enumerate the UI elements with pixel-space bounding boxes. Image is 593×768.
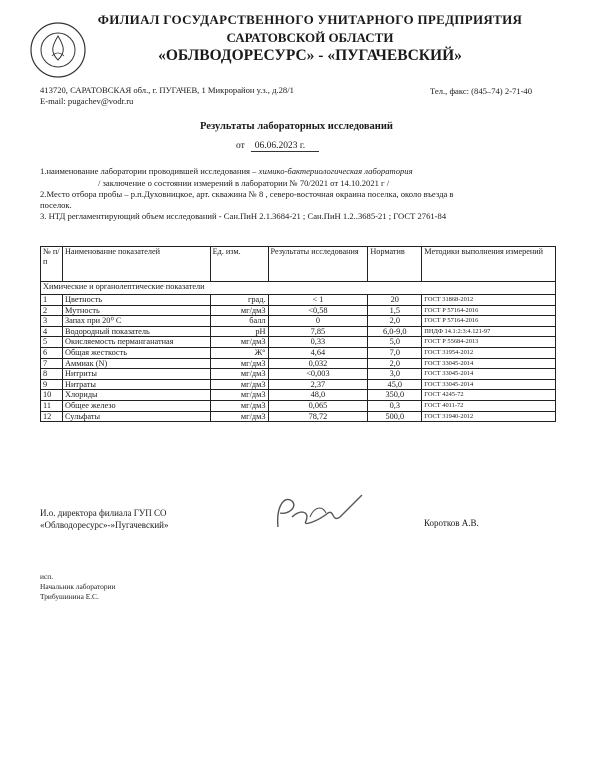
executor-name: Трибушинина Е.С. — [40, 592, 99, 601]
executor-label: исп. — [40, 572, 54, 581]
cell-unit: мг/дм3 — [210, 305, 268, 316]
table-row — [41, 305, 556, 316]
signer-title-line-1: И.о. директора филиала ГУП СО — [40, 508, 167, 518]
cell-result: 7,85 — [268, 326, 368, 337]
cell-norm: 7,0 — [368, 347, 422, 358]
cell-result: 0,065 — [268, 400, 368, 411]
table-row — [41, 295, 556, 306]
cell-num: 11 — [41, 400, 63, 411]
signer-title — [40, 507, 168, 531]
cell-unit: мг/дм3 — [210, 358, 268, 369]
cell-unit: мг/дм3 — [210, 337, 268, 348]
cell-method: ГОСТ 31940-2012 — [422, 411, 556, 422]
cell-num: 7 — [41, 358, 63, 369]
header-line-3: «ОБЛВОДОРЕСУРС» - «ПУГАЧЕВСКИЙ» — [158, 47, 462, 64]
cell-num: 10 — [41, 390, 63, 401]
executor-position: Начальник лаборатории — [40, 582, 116, 591]
table-row — [41, 411, 556, 422]
cell-num: 9 — [41, 379, 63, 390]
cell-method: ГОСТ Р 57164-2016 — [422, 316, 556, 327]
table-row — [41, 347, 556, 358]
cell-norm: 2,0 — [368, 316, 422, 327]
col-num: № п/ п — [41, 247, 63, 282]
col-method: Методики выполнения измерений — [422, 247, 556, 282]
table-row — [41, 337, 556, 348]
signer-title-line-2: «Облводоресурс»-»Пугачевский» — [40, 520, 169, 530]
cell-method: ГОСТ Р 55684-2013 — [422, 337, 556, 348]
cell-name: Нитраты — [62, 379, 210, 390]
document-title: Результаты лабораторных исследований — [200, 121, 393, 132]
cell-method: ГОСТ 33045-2014 — [422, 358, 556, 369]
signer-name: Коротков А.В. — [424, 518, 479, 528]
cell-method: ГОСТ 31868-2012 — [422, 295, 556, 306]
cell-unit: мг/дм3 — [210, 369, 268, 380]
cell-unit: балл — [210, 316, 268, 327]
item-1-label: 1.наименование лаборатории проводившей исследования – — [40, 166, 257, 176]
cell-result: 4,64 — [268, 347, 368, 358]
cell-name: Мутность — [62, 305, 210, 316]
cell-method: ГОСТ Р 57164-2016 — [422, 305, 556, 316]
table-header-row — [41, 247, 556, 282]
email: E-mail: pugachev@vodr.ru — [40, 96, 134, 106]
cell-norm: 2,0 — [368, 358, 422, 369]
cell-method: ГОСТ 4011-72 — [422, 400, 556, 411]
cell-num: 3 — [41, 316, 63, 327]
cell-result: <0,003 — [268, 369, 368, 380]
cell-norm: 45,0 — [368, 379, 422, 390]
date-prefix: от — [236, 141, 245, 151]
item-1-value: химико-бактериологическая лаборатория — [258, 166, 413, 176]
table-row — [41, 369, 556, 380]
cell-norm: 1,5 — [368, 305, 422, 316]
cell-name: Окисляемость перманганатная — [62, 337, 210, 348]
header-line-2: САРАТОВСКОЙ ОБЛАСТИ — [226, 30, 394, 45]
cell-unit: мг/дм3 — [210, 379, 268, 390]
cell-name: Аммиак (N) — [62, 358, 210, 369]
cell-unit: pH — [210, 326, 268, 337]
cell-method: ГОСТ 33045-2014 — [422, 369, 556, 380]
cell-norm: 0,3 — [368, 400, 422, 411]
cell-method: ГОСТ 31954-2012 — [422, 347, 556, 358]
table-row — [41, 326, 556, 337]
cell-name: Нитриты — [62, 369, 210, 380]
col-norm: Норматив — [368, 247, 422, 282]
col-unit: Ед. изм. — [210, 247, 268, 282]
cell-norm: 350,0 — [368, 390, 422, 401]
executor-block — [40, 572, 115, 602]
item-1 — [40, 166, 560, 177]
cell-method: ГОСТ 33045-2014 — [422, 379, 556, 390]
cell-result: 48,0 — [268, 390, 368, 401]
document-date — [236, 141, 319, 152]
cell-norm: 20 — [368, 295, 422, 306]
cell-result: 0 — [268, 316, 368, 327]
address-block — [40, 85, 294, 107]
cell-num: 1 — [41, 295, 63, 306]
cell-num: 4 — [41, 326, 63, 337]
cell-unit: мг/дм3 — [210, 400, 268, 411]
cell-result: < 1 — [268, 295, 368, 306]
handwritten-signature — [270, 487, 370, 537]
cell-result: 2,37 — [268, 379, 368, 390]
phone: Тел., факс: (845–74) 2-71-40 — [430, 86, 533, 96]
cell-unit: мг/дм3 — [210, 390, 268, 401]
cell-name: Общая жесткость — [62, 347, 210, 358]
item-2-cont: поселок. — [40, 200, 72, 210]
cell-norm: 3,0 — [368, 369, 422, 380]
cell-unit: Ж° — [210, 347, 268, 358]
cell-num: 5 — [41, 337, 63, 348]
table-row — [41, 400, 556, 411]
results-table — [40, 246, 556, 422]
cell-name: Общее железо — [62, 400, 210, 411]
item-3: 3. НТД регламентирующий объем исследований - Сан.ПиН 2.1.3684-21 ; Сан.ПиН 1.2..3685-21 ; ГОСТ 2761-84 — [40, 211, 447, 221]
cell-num: 8 — [41, 369, 63, 380]
table-row — [41, 379, 556, 390]
cell-result: 78,72 — [268, 411, 368, 422]
date-value: 06.06.2023 г. — [251, 141, 319, 152]
cell-norm: 500,0 — [368, 411, 422, 422]
cell-name: Сульфаты — [62, 411, 210, 422]
cell-name: Хлориды — [62, 390, 210, 401]
cell-unit: мг/дм3 — [210, 411, 268, 422]
cell-num: 2 — [41, 305, 63, 316]
table-row — [41, 390, 556, 401]
cell-num: 12 — [41, 411, 63, 422]
table-row — [41, 316, 556, 327]
cell-norm: 5,0 — [368, 337, 422, 348]
section-label: Химические и органолептические показатели — [41, 282, 556, 295]
table-row — [41, 358, 556, 369]
cell-name: Водородный показатель — [62, 326, 210, 337]
item-1-conclusion: / заключение о состоянии измерений в лаборатории № 70/2021 от 14.10.2021 г / — [98, 178, 390, 188]
header-line-1: ФИЛИАЛ ГОСУДАРСТВЕННОГО УНИТАРНОГО ПРЕДПРИЯТИЯ — [97, 12, 523, 27]
address: 413720, САРАТОВСКАЯ обл., г. ПУГАЧЕВ, 1 Микрорайон у.з., д.28/1 — [40, 85, 294, 95]
col-result: Результаты исследования — [268, 247, 368, 282]
cell-result: 0,33 — [268, 337, 368, 348]
cell-name: Запах при 20⁰ С — [62, 316, 210, 327]
section-row — [41, 282, 556, 295]
cell-method: ГОСТ 4245-72 — [422, 390, 556, 401]
cell-method: ПНДФ 14.1:2:3:4.121-97 — [422, 326, 556, 337]
cell-result: <0,58 — [268, 305, 368, 316]
cell-result: 0,032 — [268, 358, 368, 369]
col-name: Наименование показателей — [62, 247, 210, 282]
cell-num: 6 — [41, 347, 63, 358]
cell-norm: 6,0-9,0 — [368, 326, 422, 337]
cell-name: Цветность — [62, 295, 210, 306]
cell-unit: град. — [210, 295, 268, 306]
item-2: 2.Место отбора пробы – р.п.Духовницкое, арт. скважина № 8 , северо-восточная окраина поселка, около въезда в — [40, 189, 454, 199]
